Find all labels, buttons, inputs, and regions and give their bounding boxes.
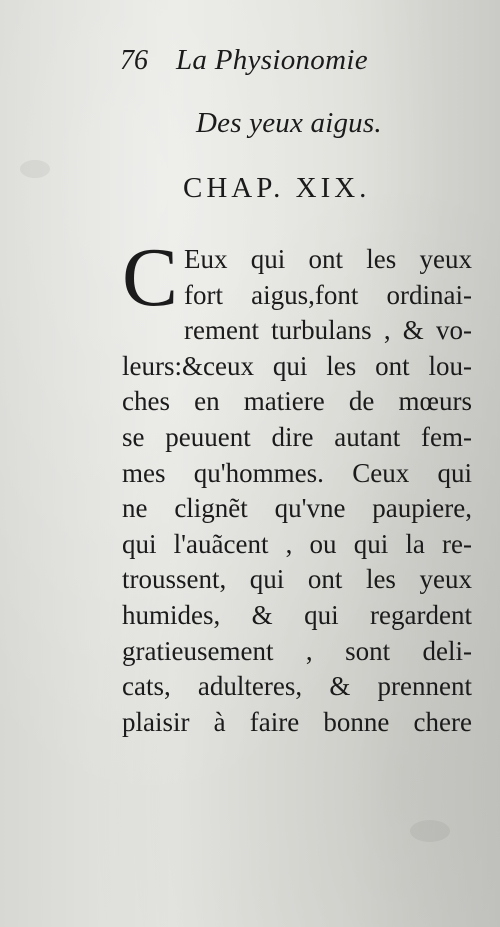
page-number: 76 [120, 45, 148, 76]
running-title: La Physionomie [176, 44, 368, 76]
text-line: gratieusement , sont deli- [122, 635, 472, 666]
chapter-heading: CHAP. XIX. [183, 172, 371, 204]
text-line: cats, adulteres, & prennent [122, 671, 472, 702]
text-line: ne clignẽt qu'vne paupiere, [122, 493, 472, 524]
paper-stain [410, 820, 450, 842]
text-line: ches en matiere de mœurs [122, 386, 472, 417]
text-line: Eux qui ont les yeux [184, 244, 472, 274]
text-line: qui l'auãcent , ou qui la re- [122, 528, 472, 559]
drop-cap: C [122, 231, 179, 324]
paper-stain [20, 160, 50, 178]
text-line: mes qu'hommes. Ceux qui [122, 457, 472, 488]
text-line: plaisir à faire bonne chere [122, 706, 472, 737]
page-header [120, 44, 420, 84]
text-line: rement turbulans , & vo- [184, 315, 472, 346]
text-line: leurs:&ceux qui les ont lou- [122, 350, 472, 381]
text-line: humides, & qui regardent [122, 599, 472, 630]
body-text [122, 231, 472, 740]
section-title: Des yeux aigus. [196, 107, 382, 139]
text-line: se peuuent dire autant fem- [122, 421, 472, 452]
text-line: troussent, qui ont les yeux [122, 564, 472, 595]
text-line: fort aigus,font ordinai- [184, 279, 472, 310]
